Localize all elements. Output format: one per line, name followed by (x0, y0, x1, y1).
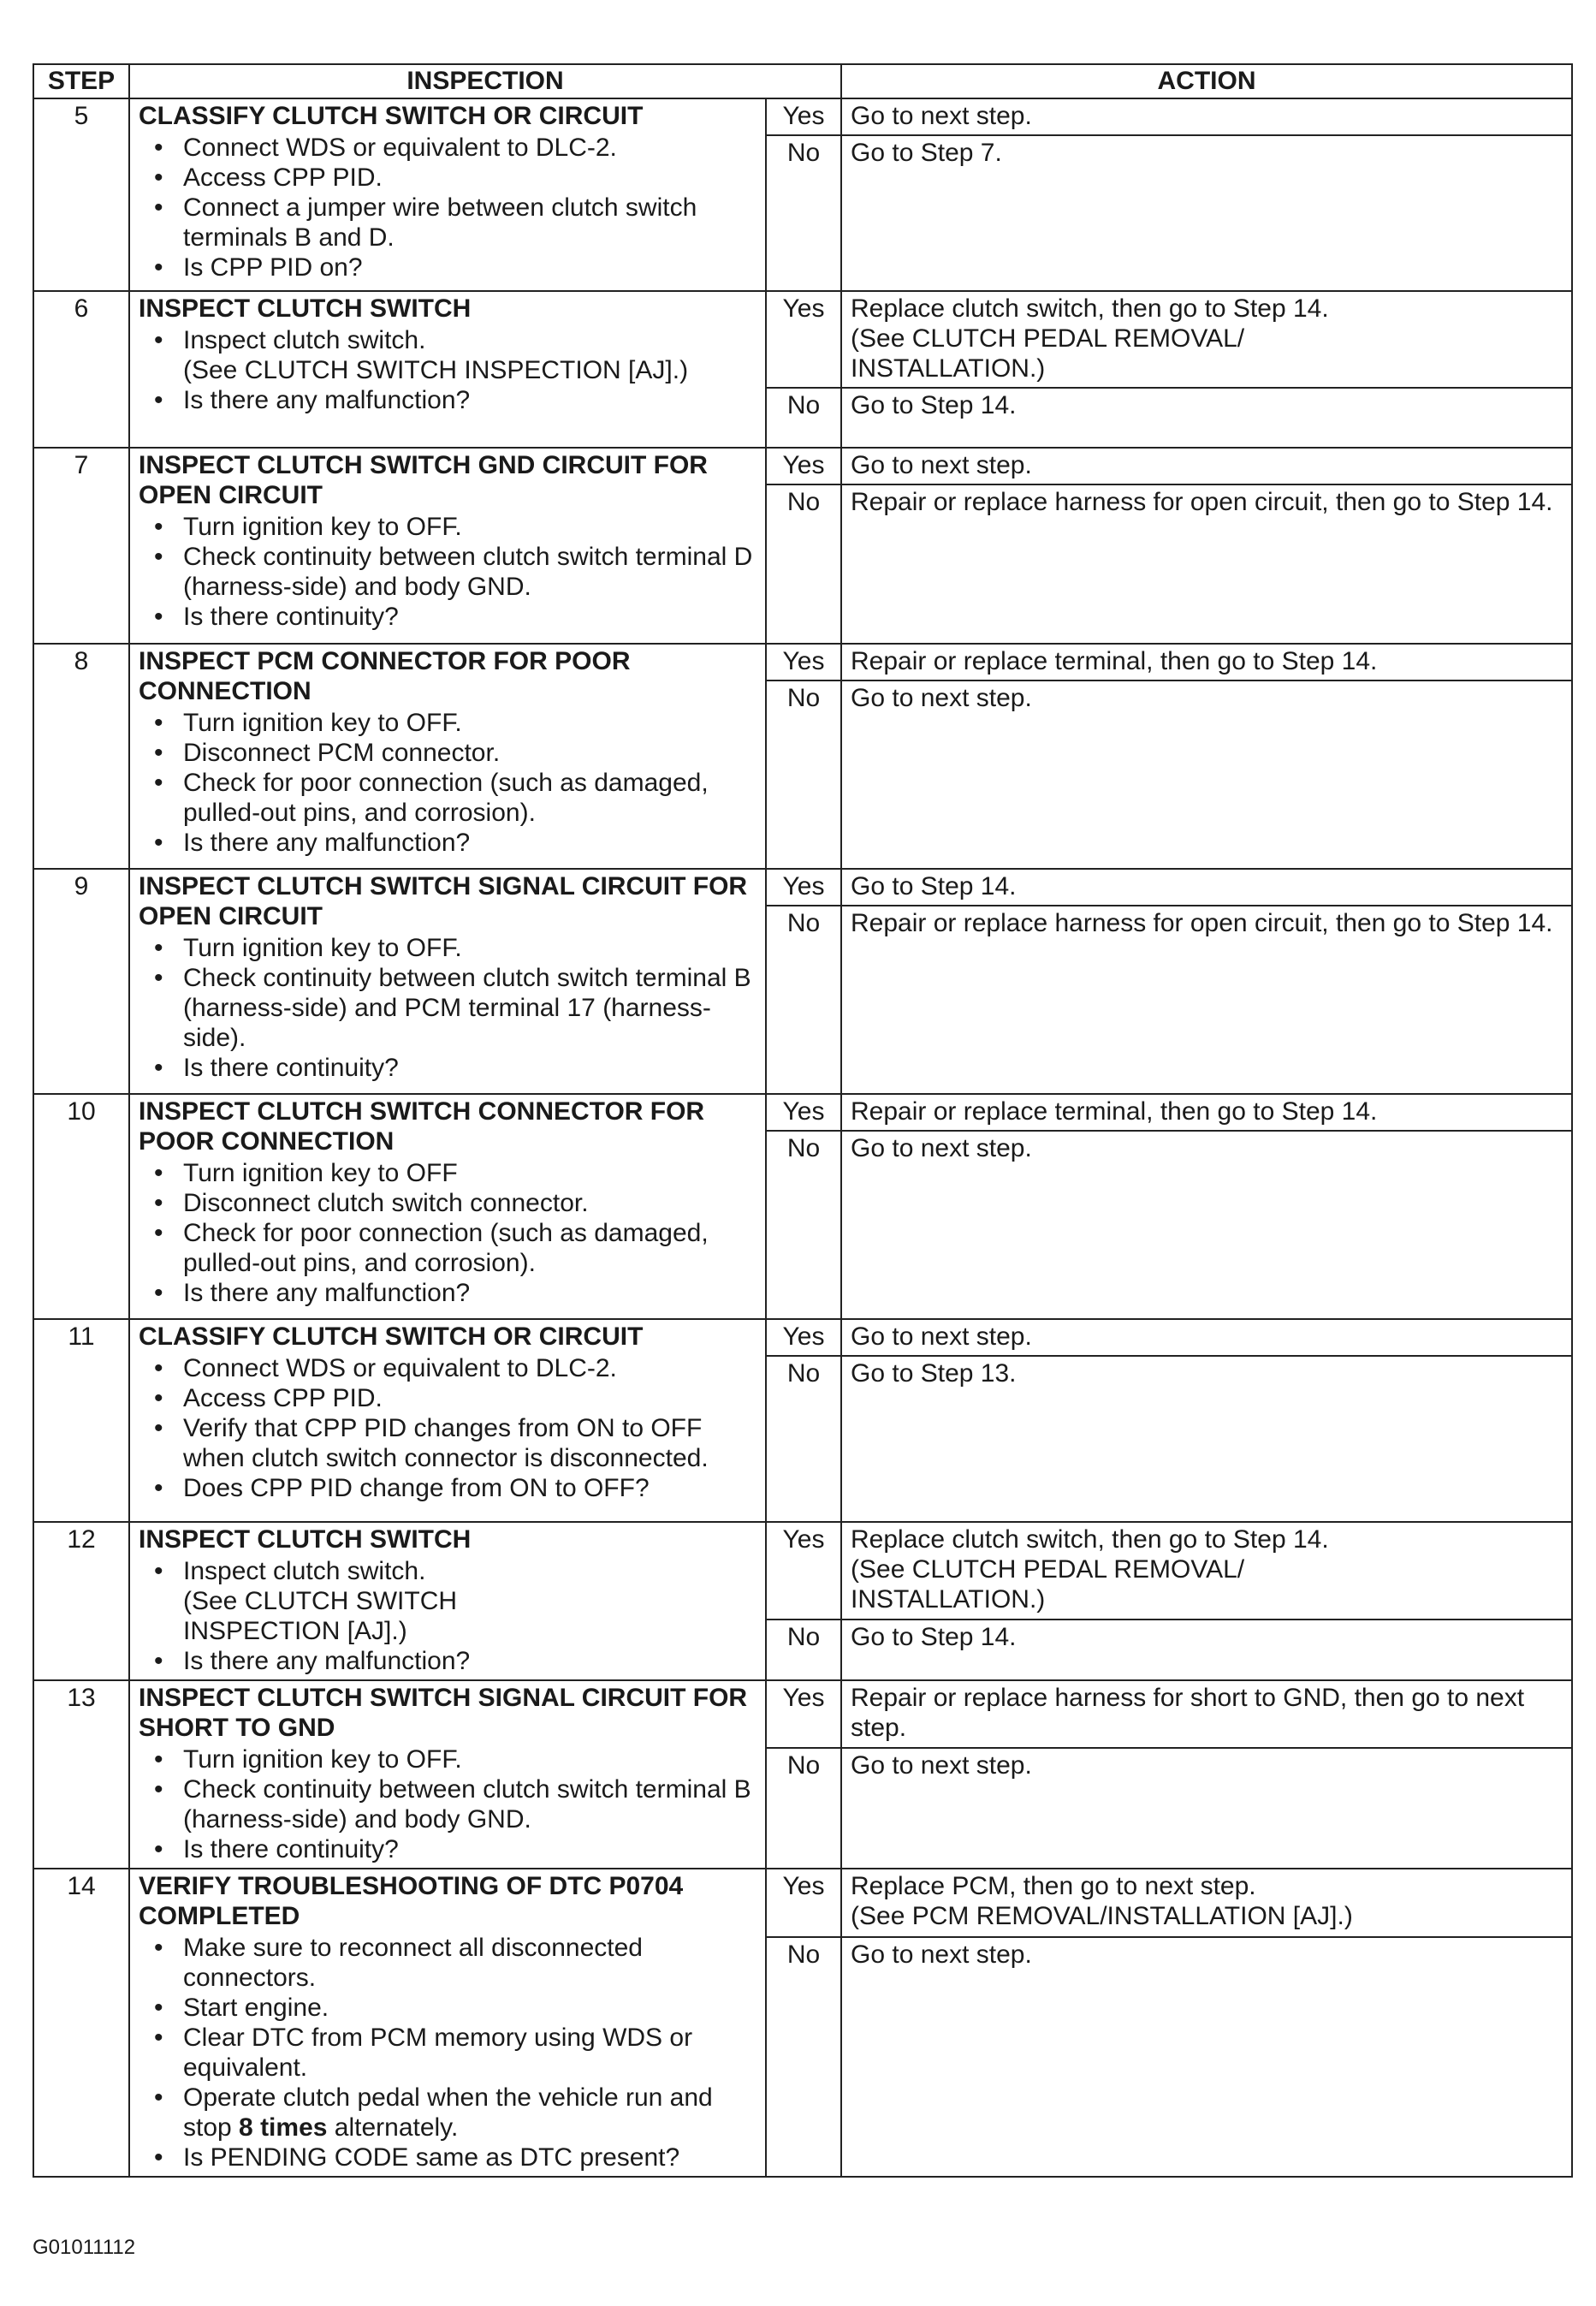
yes-action: Repair or replace terminal, then go to Step 14. (841, 1094, 1572, 1131)
answer-yes: Yes (766, 291, 841, 388)
answer-no: No (766, 484, 841, 644)
inspection-item: • Turn ignition key to OFF. (183, 512, 756, 542)
inspection-title: INSPECT CLUTCH SWITCH GND CIRCUIT FOR OPEN CIRCUIT (139, 451, 708, 509)
inspection-title: INSPECT CLUTCH SWITCH CONNECTOR FOR POOR CONNECTION (139, 1097, 705, 1156)
answer-no: No (766, 1356, 841, 1522)
inspection-cell (129, 1319, 766, 1522)
answer-no: No (766, 1131, 841, 1319)
table-header-row (33, 64, 1572, 98)
step-number: 12 (33, 1522, 129, 1680)
step-number: 14 (33, 1869, 129, 2177)
inspection-item: • Verify that CPP PID changes from ON to OFF when clutch switch connector is disconnected. (183, 1413, 756, 1473)
inspection-title: VERIFY TROUBLESHOOTING OF DTC P0704 COMPLETED (139, 1872, 684, 1930)
inspection-item: • Connect WDS or equivalent to DLC-2. (183, 133, 756, 163)
diagnostic-procedure-table (33, 63, 1573, 2178)
answer-yes: Yes (766, 1094, 841, 1131)
answer-yes: Yes (766, 644, 841, 681)
inspection-item: • Check continuity between clutch switch terminal B (harness-side) and body GND. (183, 1774, 756, 1834)
table-row (33, 1522, 1572, 1620)
answer-yes: Yes (766, 98, 841, 135)
step-number: 7 (33, 448, 129, 644)
no-action: Repair or replace harness for open circuit, then go to Step 14. (841, 484, 1572, 644)
inspection-title: INSPECT CLUTCH SWITCH (139, 294, 472, 323)
inspection-item: • Connect WDS or equivalent to DLC-2. (183, 1353, 756, 1383)
no-action: Go to next step. (841, 681, 1572, 869)
header-inspection: INSPECTION (129, 64, 841, 98)
no-action: Go to Step 14. (841, 388, 1572, 448)
answer-yes: Yes (766, 1869, 841, 1937)
inspection-item: • Is there continuity? (183, 1053, 756, 1083)
inspection-title: CLASSIFY CLUTCH SWITCH OR CIRCUIT (139, 102, 644, 130)
table-row (33, 98, 1572, 135)
inspection-item: • Check continuity between clutch switch terminal B (harness-side) and PCM terminal 17 (harness-side). (183, 963, 756, 1053)
table-row (33, 644, 1572, 681)
table-row (33, 291, 1572, 388)
inspection-title: INSPECT CLUTCH SWITCH (139, 1525, 472, 1554)
figure-code: G01011112 (33, 2236, 136, 2259)
inspection-cell (129, 869, 766, 1094)
inspection-cell (129, 1094, 766, 1319)
inspection-item: • Check for poor connection (such as damaged, pulled-out pins, and corrosion). (183, 768, 756, 828)
table-row (33, 869, 1572, 906)
answer-yes: Yes (766, 1319, 841, 1356)
yes-action: Go to next step. (841, 98, 1572, 135)
answer-no: No (766, 1620, 841, 1680)
inspection-item: • Inspect clutch switch. (See CLUTCH SWITCH INSPECTION [AJ].) (183, 1556, 756, 1646)
inspection-cell (129, 644, 766, 869)
inspection-item: • Is there any malfunction? (183, 1278, 756, 1308)
inspection-item: • Inspect clutch switch. (See CLUTCH SWITCH INSPECTION [AJ].) (183, 325, 756, 385)
yes-action: Go to Step 14. (841, 869, 1572, 906)
table-row (33, 1680, 1572, 1748)
step-number: 13 (33, 1680, 129, 1869)
yes-action: Repair or replace harness for short to GND, then go to next step. (841, 1680, 1572, 1748)
inspection-item: • Turn ignition key to OFF (183, 1158, 756, 1188)
inspection-list (139, 1933, 756, 2172)
inspection-item: • Is there any malfunction? (183, 1646, 756, 1676)
inspection-item: • Connect a jumper wire between clutch switch terminals B and D. (183, 193, 756, 253)
inspection-item: • Operate clutch pedal when the vehicle run and stop 8 times alternately. (183, 2083, 756, 2143)
no-action: Repair or replace harness for open circuit, then go to Step 14. (841, 906, 1572, 1094)
step-number: 9 (33, 869, 129, 1094)
inspection-title: INSPECT PCM CONNECTOR FOR POOR CONNECTION (139, 647, 631, 705)
answer-no: No (766, 1748, 841, 1869)
inspection-list (139, 933, 756, 1083)
step-number: 5 (33, 98, 129, 291)
inspection-item: • Does CPP PID change from ON to OFF? (183, 1473, 756, 1503)
inspection-item: • Start engine. (183, 1993, 756, 2023)
no-action: Go to next step. (841, 1937, 1572, 2177)
step-number: 10 (33, 1094, 129, 1319)
no-action: Go to Step 7. (841, 135, 1572, 291)
table-row (33, 448, 1572, 484)
inspection-item: • Disconnect PCM connector. (183, 738, 756, 768)
yes-action: Replace PCM, then go to next step. (See PCM REMOVAL/INSTALLATION [AJ].) (841, 1869, 1572, 1937)
inspection-cell (129, 448, 766, 644)
header-action: ACTION (841, 64, 1572, 98)
table-body (33, 98, 1572, 2177)
header-step: STEP (33, 64, 129, 98)
inspection-list (139, 1353, 756, 1503)
answer-no: No (766, 906, 841, 1094)
step-number: 8 (33, 644, 129, 869)
no-action: Go to next step. (841, 1748, 1572, 1869)
inspection-list (139, 325, 756, 415)
answer-no: No (766, 1937, 841, 2177)
inspection-cell (129, 1869, 766, 2177)
inspection-list (139, 1744, 756, 1864)
table-row (33, 1869, 1572, 1937)
yes-action: Replace clutch switch, then go to Step 14. (See CLUTCH PEDAL REMOVAL/ INSTALLATION.) (841, 291, 1572, 388)
yes-action: Go to next step. (841, 448, 1572, 484)
inspection-item: • Is PENDING CODE same as DTC present? (183, 2143, 756, 2172)
inspection-item: • Turn ignition key to OFF. (183, 708, 756, 738)
step-number: 11 (33, 1319, 129, 1522)
inspection-cell (129, 1522, 766, 1680)
yes-action: Go to next step. (841, 1319, 1572, 1356)
inspection-cell (129, 1680, 766, 1869)
inspection-list (139, 1556, 756, 1676)
inspection-list (139, 512, 756, 632)
inspection-cell (129, 291, 766, 448)
inspection-title: CLASSIFY CLUTCH SWITCH OR CIRCUIT (139, 1322, 644, 1351)
no-action: Go to next step. (841, 1131, 1572, 1319)
no-action: Go to Step 13. (841, 1356, 1572, 1522)
inspection-cell (129, 98, 766, 291)
answer-yes: Yes (766, 448, 841, 484)
no-action: Go to Step 14. (841, 1620, 1572, 1680)
answer-yes: Yes (766, 1522, 841, 1620)
inspection-list (139, 1158, 756, 1308)
inspection-item: • Check for poor connection (such as damaged, pulled-out pins, and corrosion). (183, 1218, 756, 1278)
inspection-item: • Is there continuity? (183, 602, 756, 632)
yes-action: Replace clutch switch, then go to Step 14. (See CLUTCH PEDAL REMOVAL/ INSTALLATION.) (841, 1522, 1572, 1620)
answer-no: No (766, 135, 841, 291)
table-row (33, 1094, 1572, 1131)
inspection-item: • Check continuity between clutch switch terminal D (harness-side) and body GND. (183, 542, 756, 602)
inspection-item: • Is CPP PID on? (183, 253, 756, 282)
inspection-item: • Is there any malfunction? (183, 385, 756, 415)
step-number: 6 (33, 291, 129, 448)
inspection-list (139, 133, 756, 282)
answer-no: No (766, 681, 841, 869)
answer-yes: Yes (766, 1680, 841, 1748)
inspection-item: • Is there any malfunction? (183, 828, 756, 858)
inspection-item: • Access CPP PID. (183, 163, 756, 193)
inspection-item: • Access CPP PID. (183, 1383, 756, 1413)
inspection-title: INSPECT CLUTCH SWITCH SIGNAL CIRCUIT FOR SHORT TO GND (139, 1684, 748, 1742)
inspection-list (139, 708, 756, 858)
answer-no: No (766, 388, 841, 448)
inspection-item: • Disconnect clutch switch connector. (183, 1188, 756, 1218)
inspection-item: • Is there continuity? (183, 1834, 756, 1864)
inspection-item: • Make sure to reconnect all disconnected connectors. (183, 1933, 756, 1993)
yes-action: Repair or replace terminal, then go to Step 14. (841, 644, 1572, 681)
inspection-item: • Turn ignition key to OFF. (183, 1744, 756, 1774)
answer-yes: Yes (766, 869, 841, 906)
inspection-title: INSPECT CLUTCH SWITCH SIGNAL CIRCUIT FOR OPEN CIRCUIT (139, 872, 748, 930)
inspection-item: • Clear DTC from PCM memory using WDS or equivalent. (183, 2023, 756, 2083)
table-row (33, 1319, 1572, 1356)
inspection-item: • Turn ignition key to OFF. (183, 933, 756, 963)
